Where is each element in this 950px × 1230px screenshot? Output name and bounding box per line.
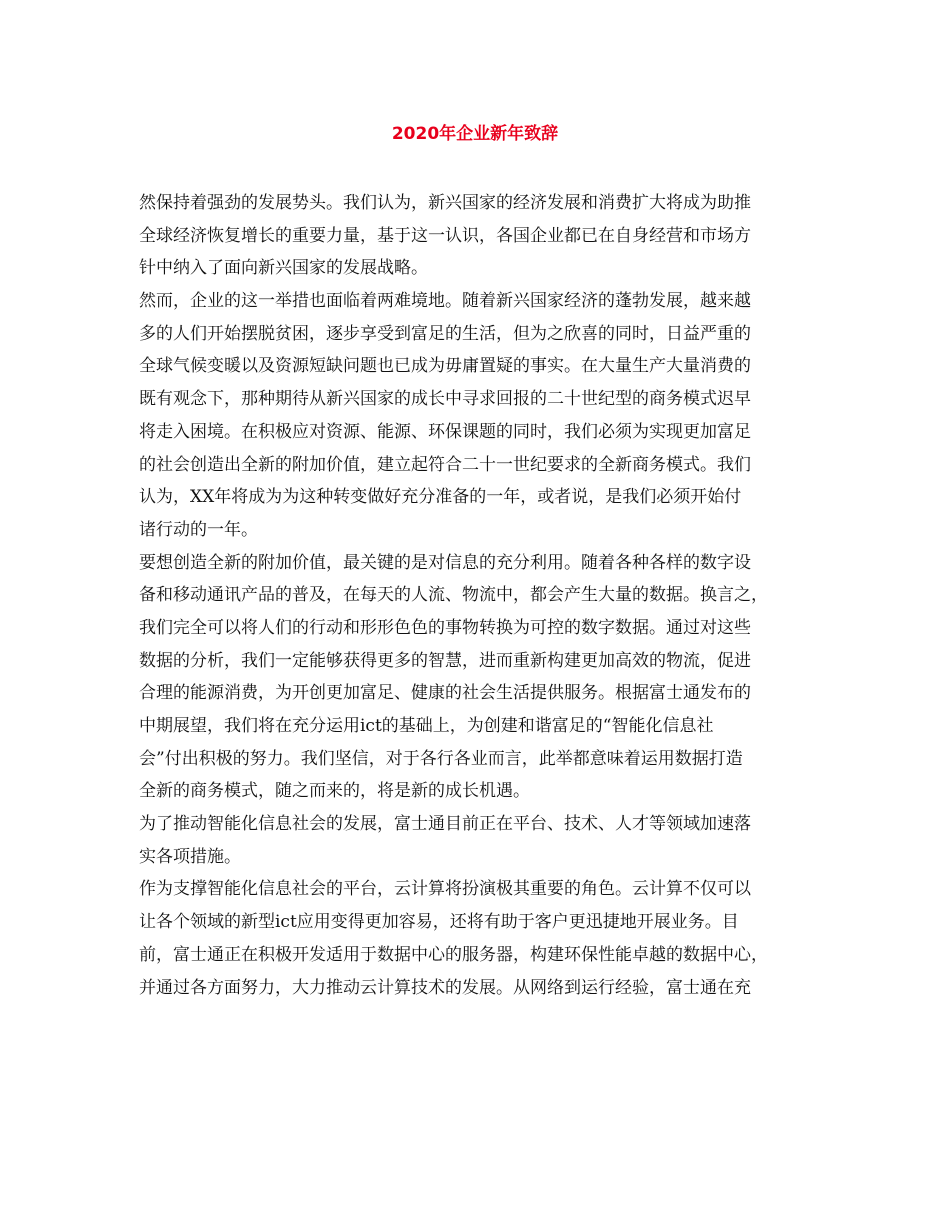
body-line: 认为，XX年将成为为这种转变做好充分准备的一年，或者说，是我们必须开始付 <box>139 487 742 508</box>
body-line: 中期展望，我们将在充分运用ict的基础上，为创建和谐富足的“智能化信息社 <box>139 716 714 736</box>
body-line: 会”付出积极的努力。我们坚信，对于各行各业而言，此举都意味着运用数据打造 <box>139 748 743 769</box>
body-line: 我们完全可以将人们的行动和形形色色的事物转换为可控的数字数据。通过对这些 <box>139 617 751 638</box>
body-line: 让各个领域的新型ict应用变得更加容易，还将有助于客户更迅捷地开展业务。目 <box>139 912 739 933</box>
body-line: 针中纳入了面向新兴国家的发展战略。 <box>139 258 428 279</box>
body-line: 多的人们开始摆脱贫困，逐步享受到富足的生活，但为之欣喜的同时，日益严重的 <box>139 323 751 344</box>
body-line: 合理的能源消费，为开创更加富足、健康的社会生活提供服务。根据富士通发布的 <box>139 683 751 704</box>
body-line: 为了推动智能化信息社会的发展，富士通目前正在平台、技术、人才等领域加速落 <box>139 814 751 835</box>
body-line: 既有观念下，那种期待从新兴国家的成长中寻求回报的二十世纪型的商务模式迟早 <box>139 389 751 410</box>
body-line: 全球气候变暖以及资源短缺问题也已成为毋庸置疑的事实。在大量生产大量消费的 <box>139 356 751 377</box>
body-line: 数据的分析，我们一定能够获得更多的智慧，进而重新构建更加高效的物流，促进 <box>139 650 751 671</box>
body-line: 并通过各方面努力，大力推动云计算技术的发展。从网络到运行经验，富士通在充 <box>139 977 751 998</box>
body-line: 全新的商务模式，随之而来的，将是新的成长机遇。 <box>139 781 530 802</box>
body-line: 作为支撑智能化信息社会的平台，云计算将扮演极其重要的角色。云计算不仅可以 <box>139 879 751 900</box>
body-line: 诸行动的一年。 <box>139 519 258 540</box>
body-line: 实各项措施。 <box>139 846 241 867</box>
body-line: 然保持着强劲的发展势头。我们认为，新兴国家的经济发展和消费扩大将成为助推 <box>139 193 751 213</box>
document-body <box>139 187 819 1004</box>
body-line: 将走入困境。在积极应对资源、能源、环保课题的同时，我们必须为实现更加富足 <box>139 421 751 442</box>
body-line: 然而，企业的这一举措也面临着两难境地。随着新兴国家经济的蓬勃发展，越来越 <box>139 291 751 312</box>
body-line: 全球经济恢复增长的重要力量，基于这一认识，各国企业都已在自身经营和市场方 <box>139 225 751 246</box>
body-line: 的社会创造出全新的附加价值，建立起符合二十一世纪要求的全新商务模式。我们 <box>139 454 751 475</box>
body-line: 备和移动通讯产品的普及，在每天的人流、物流中，都会产生大量的数据。换言之， <box>139 585 768 606</box>
document-title: 2020年企业新年致辞 <box>391 124 559 144</box>
body-line: 前，富士通正在积极开发适用于数据中心的服务器，构建环保性能卓越的数据中心， <box>139 944 768 965</box>
body-line: 要想创造全新的附加价值，最关键的是对信息的充分利用。随着各种各样的数字设 <box>139 552 751 573</box>
